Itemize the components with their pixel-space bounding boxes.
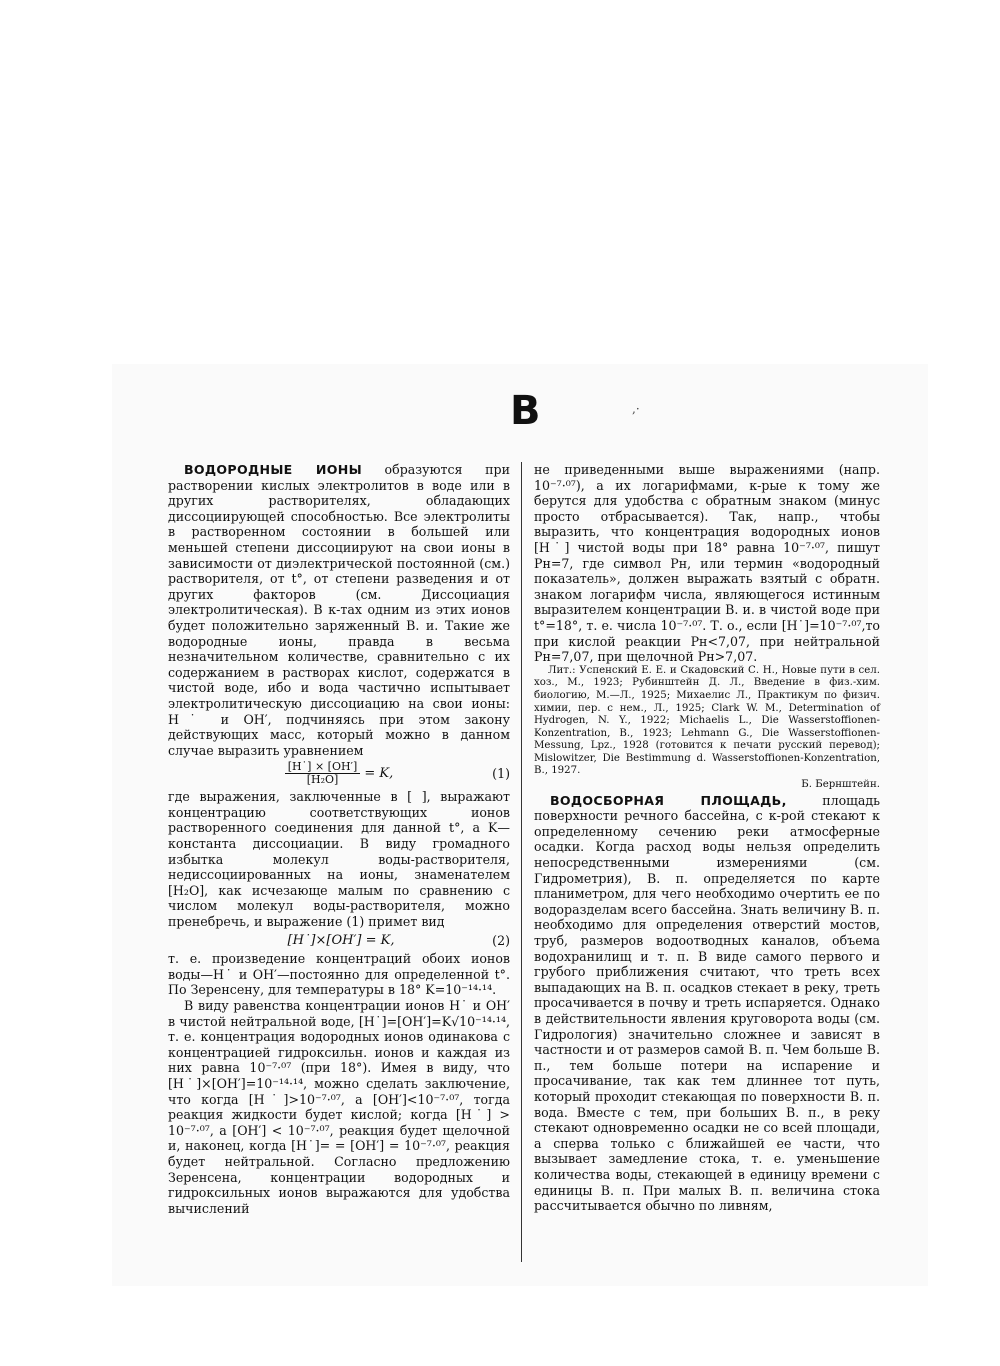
formula-1-number: (1) — [492, 765, 510, 781]
paragraph-text: образуются при растворении кислых электролитов в воде или в других растворителях, обладающих диссоциирующей способностью. Все электролиты в растворенном состоянии в большей или меньшей степени диссоциируют на свои ионы в зависимости от диэлектрической постоянной (см.) растворителя, от t°, от степени разведения и от других факторов (см. Диссоциация электролитическая). В к-тах одним из этих ионов будет положительно заряженный В. и. Такие же водородные ионы, правда в весьма незначительном количестве, сравнительно с их содержанием в растворах кислот, содержатся в чистой воде, ибо и вода частично испытывает электролитическую диссоциацию на свои ионы: H˙ и OH′, подчиняясь при этом закону действующих масс, который можно в данном случае выразить уравнением — [168, 462, 510, 758]
column-divider — [521, 462, 522, 1262]
paragraph-text: т. е. произведение концентраций обоих ионов воды—H˙ и OH′—постоянно для определенной t°. По Зеренсену, для температуры в 18° K=10⁻¹⁴·¹⁴. — [168, 951, 510, 998]
paragraph-text: не приведенными выше выражениями (напр. 10⁻⁷·⁰⁷), а их логарифмами, к-рые к тому же берутся для удобства с обратным знаком (минус просто отбрасывается). Так, напр., чтобы выразить, что концентрация водородных ионов [H˙] чистой воды при 18° равна 10⁻⁷·⁰⁷, пишут Pн=7, где символ Pн, или термин «водородный показатель», должен выражать взятый с обратн. знаком логарифм числа, являющегося истинным выразителем концентрации В. и. в чистой воде при t°=18°, т. е. числа 10⁻⁷·⁰⁷. Т. о., если [H˙]=10⁻⁷·⁰⁷,то при кислой реакции Pн<7,07, при нейтральной Pн=7,07, при щелочной Pн>7,07. — [534, 462, 880, 665]
author-signature: Б. Бернштейн. — [801, 779, 880, 791]
paragraph-hydrogen-ions — [168, 462, 510, 758]
print-speck: ,· — [632, 402, 640, 416]
formula-1 — [168, 761, 510, 786]
formula-2-body: [H˙]×[OH′] = K, — [287, 932, 395, 948]
formula-2-number: (2) — [492, 932, 510, 948]
formula-1-denominator: [H₂O] — [306, 773, 339, 787]
paragraph-text: где выражения, заключенные в [ ], выражают концентрацию соответствующих ионов растворенного соединения для данной t°, а K—константа диссоциации. В виду громадного избытка молекул воды-растворителя, недиссоциированных на ионы, знаменателем [H₂O], как исчезающе малым по сравнению с числом молекул воды-растворителя, можно пренебречь, и выражение (1) примет вид — [168, 789, 510, 930]
right-column — [534, 462, 880, 1214]
formula-1-rhs: = K, — [364, 765, 394, 781]
entry-heading-catchment-area: ВОДОСБОРНАЯ ПЛОЩАДЬ, — [550, 792, 787, 808]
formula-1-numerator: [H˙] × [OH′] — [285, 761, 361, 774]
paragraph-catchment-area — [534, 793, 880, 1214]
formula-2 — [168, 933, 510, 949]
literature-references: Лит.: Успенский Е. Е. и Скадовский С. Н., Новые пути в сел. хоз., М., 1923; Рубинштейн Д. Л., Введение в физ.-хим. биологию, М.—Л., 1925; Михаелис Л., Практикум по физич. химии, пер. с нем., Л., 1925; Clark W. M., Determination of Hydrogen, N. Y., 1922; Michaelis L., Die Wasserstoffionen-Konzentration, B., 1923; Lehmann G., Die Wasserstoffionen-Messung, Lpz., 1928 (готовится к печати русский перевод); Mislowitzer, Die Bestimmung d. Wasserstoffionen-Konzentration, B., 1927. — [534, 664, 880, 777]
entry-heading-hydrogen-ions: ВОДОРОДНЫЕ ИОНЫ — [184, 462, 362, 477]
left-column — [168, 462, 510, 1216]
formula-1-fraction — [285, 761, 361, 786]
paragraph-text: площадь поверхности речного бассейна, с к-рой стекают к определенному сечению реки атмосферные осадки. Когда расход воды нельзя определить непосредственными измерениями (см. Гидрометрия), В. п. определяется по карте планиметром, для чего необходимо очертить ее по водоразделам всего бассейна. Знать величину В. п. необходимо для определения отверстий мостов, труб, размеров водоотводных каналов, объема водохранилищ и т. п. В виде самого первого и грубого приближения считают, что треть всех выпадающих на В. п. осадков стекает в реку, треть просачивается в почву и треть испаряется. Однако в действительности явления круговорота воды (см. Гидрология) значительно сложнее и зависят в частности и от размеров самой В. п. Чем больше В. п., тем больше потери на испарение и просачивание, так как тем длиннее тот путь, который проходит стекающая по поверхности В. п. вода. Вместе с тем, при больших В. п., в реку стекают одновременно осадки не со всей площади, а сперва только с ближайшей ее части, что вызывает замедление стока, т. е. уменьшение количества воды, стекающей в единицу времени с единицы В. п. При малых В. п. величина стока рассчитывается обычно по ливням, — [534, 792, 880, 1214]
section-letter: В — [510, 388, 541, 434]
paragraph-text: В виду равенства концентрации ионов H˙ и OH′ в чистой нейтральной воде, [H˙]=[OH′]=K√10⁻¹⁴·¹⁴, т. е. концентрация водородных ионов одинакова с концентрацией гидроксильн. ионов и каждая из них равна 10⁻⁷·⁰⁷ (при 18°). Имея в виду, что [H˙]×[OH′]=10⁻¹⁴·¹⁴, можно сделать заключение, что когда [H˙]>10⁻⁷·⁰⁷, а [OH′]<10⁻⁷·⁰⁷, тогда реакция жидкости будет кислой; когда [H˙] > 10⁻⁷·⁰⁷, а [OH′] < 10⁻⁷·⁰⁷, реакция будет щелочной и, наконец, когда [H˙]= = [OH′] = 10⁻⁷·⁰⁷, реакция будет нейтральной. Согласно предложению Зеренсена, концентрации водородных и гидроксильных ионов выражаются для удобства вычислений — [168, 998, 510, 1216]
